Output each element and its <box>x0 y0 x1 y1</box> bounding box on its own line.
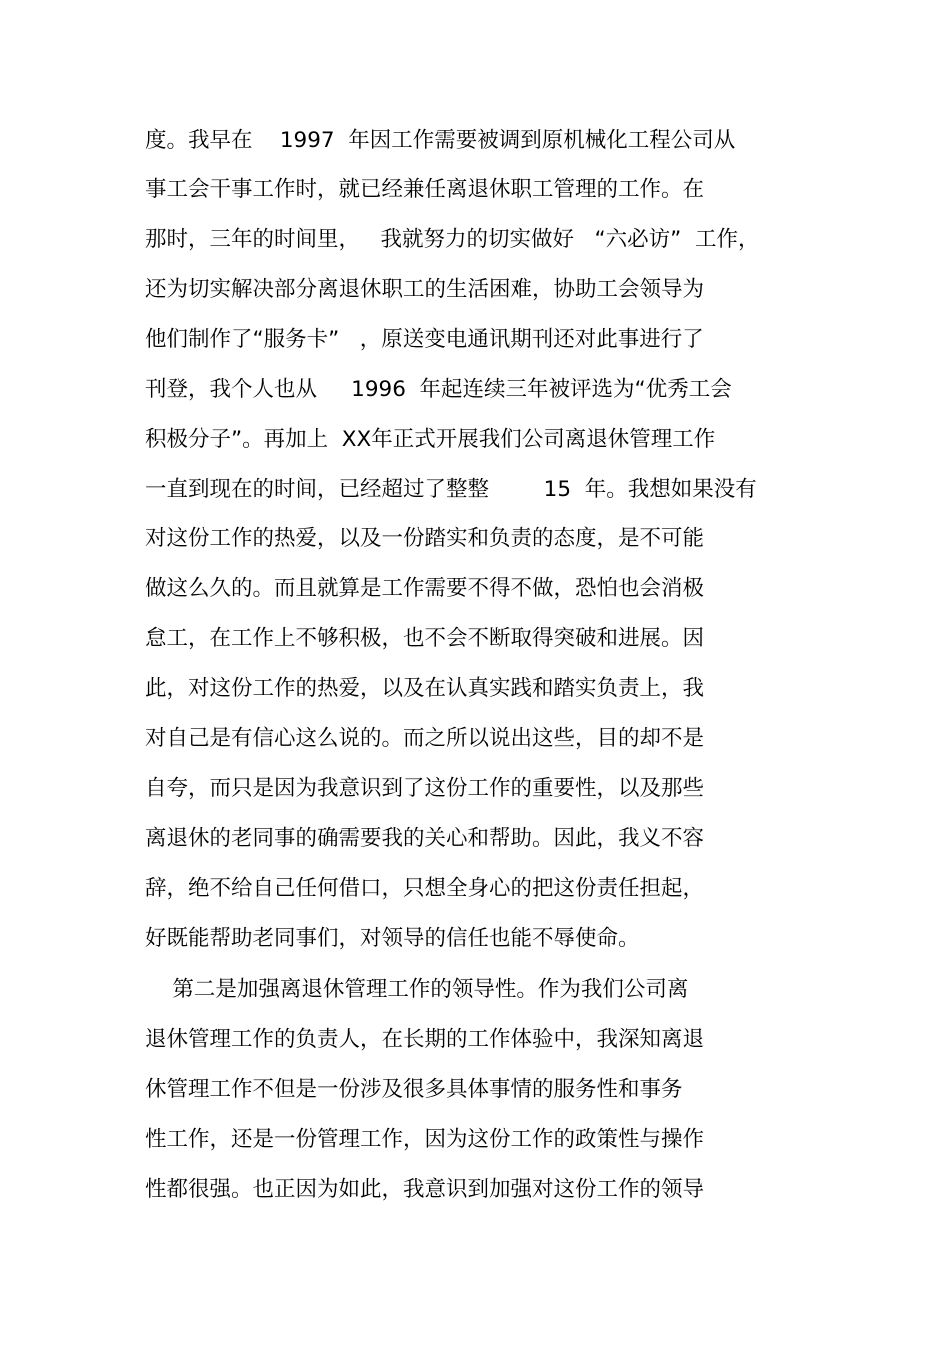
text-line: 怠工，在工作上不够积极，也不会不断取得突破和进展。因 <box>145 626 705 651</box>
paragraph-start-line: 第二是加强离退休管理工作的领导性。作为我们公司离 <box>145 977 689 1002</box>
text-line: 辞，绝不给自己任何借口，只想全身心的把这份责任担起， <box>145 876 705 901</box>
text-line: 此，对这份工作的热爱，以及在认真实践和踏实负责上，我 <box>145 676 705 701</box>
text-line: 休管理工作不但是一份涉及很多具体事情的服务性和事务 <box>145 1077 683 1102</box>
text-line: 积极分子”。再加上 XX年正式开展我们公司离退休管理工作 <box>145 427 716 452</box>
text-line: 退休管理工作的负责人，在长期的工作体验中，我深知离退 <box>145 1027 705 1052</box>
text-line: 做这么久的。而且就算是工作需要不得不做，恐怕也会消极 <box>145 576 705 601</box>
text-line: 事工会干事工作时，就已经兼任离退休职工管理的工作。在 <box>145 177 705 202</box>
text-line: 他们制作了“服务卡” ，原送变电通讯期刊还对此事进行了 <box>145 327 704 352</box>
text-line: 性都很强。也正因为如此，我意识到加强对这份工作的领导 <box>145 1177 705 1202</box>
text-line: 对这份工作的热爱，以及一份踏实和负责的态度，是不可能 <box>145 526 705 551</box>
text-line: 一直到现在的时间，已经超过了整整 15 年。我想如果没有 <box>145 477 757 502</box>
text-line: 性工作，还是一份管理工作，因为这份工作的政策性与操作 <box>145 1127 705 1152</box>
text-line: 对自己是有信心这么说的。而之所以说出这些，目的却不是 <box>145 726 705 751</box>
text-line: 好既能帮助老同事们，对领导的信任也能不辱使命。 <box>145 926 640 951</box>
text-line: 离退休的老同事的确需要我的关心和帮助。因此，我义不容 <box>145 826 705 851</box>
text-line: 刊登，我个人也从 1996 年起连续三年被评选为“优秀工会 <box>145 377 732 402</box>
text-line: 自夸，而只是因为我意识到了这份工作的重要性，以及那些 <box>145 776 705 801</box>
text-line: 还为切实解决部分离退休职工的生活困难，协助工会领导为 <box>145 277 705 302</box>
text-line: 度。我早在 1997 年因工作需要被调到原机械化工程公司从 <box>145 128 736 153</box>
text-line: 那时，三年的时间里， 我就努力的切实做好 “六必访” 工作， <box>145 227 760 252</box>
